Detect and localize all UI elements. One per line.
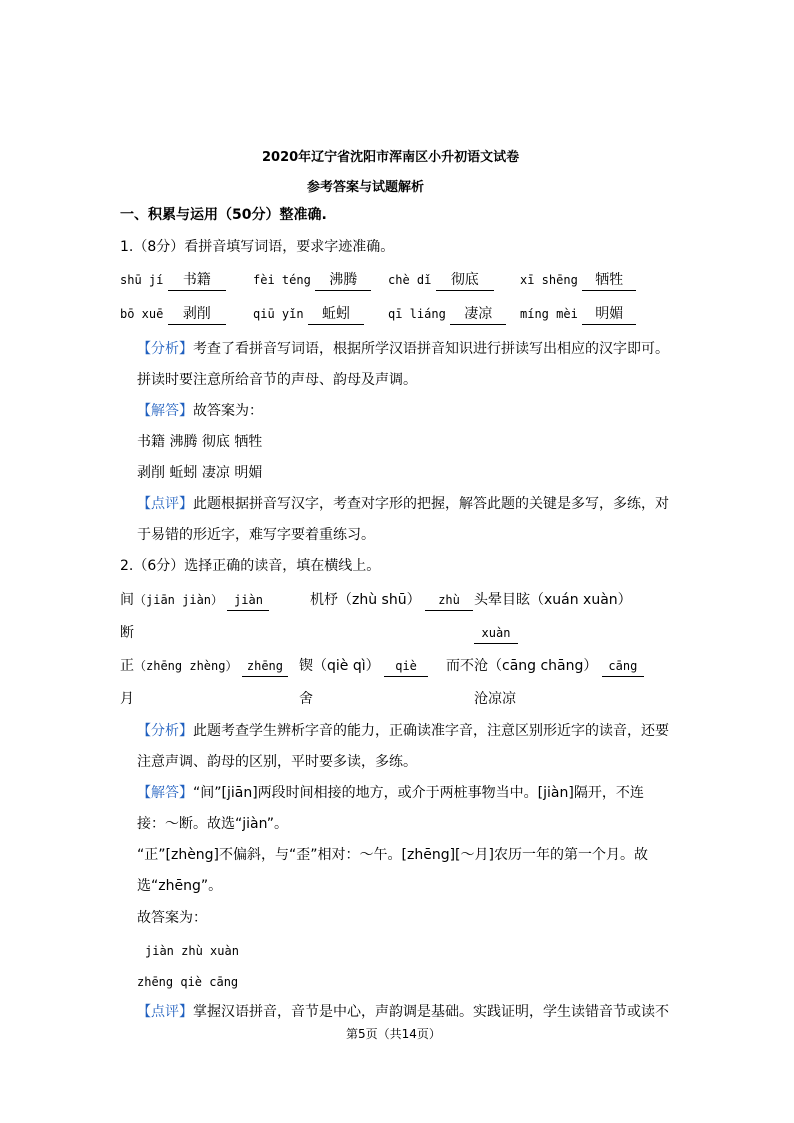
q2-answer-cont-1: 接：～断。故选“jiàn”。 [137,816,288,832]
q1-comment: 【点评】此题根据拼音写汉字，考查对字形的把握，解答此题的关键是多写，多练，对 [137,496,669,512]
answer-blank: zhēng [242,656,288,677]
q2-item-6-char: 沧凉凉 [474,691,516,707]
answer-blank: 明媚 [582,304,636,325]
answer-tag: 【解答】 [137,403,193,419]
question-1-stem: 1.（8分）看拼音填写词语，要求字迹准确。 [120,239,395,255]
q2-analysis: 【分析】此题考查学生辨析字音的能力，正确读准字音，注意区别形近字的读音，还要 [137,723,669,739]
q1-answer-line-1: 书籍 沸腾 彻底 牺牲 [137,434,263,450]
pinyin-item: xī shēng 牺牲 [520,270,636,291]
q2-answer: 【解答】“间”[jiān]两段时间相接的地方，或介于两桩事物当中。[jiàn]隔开，不连 [137,785,644,801]
q2-item-4: 正（zhēng zhèng） zhēng [120,656,288,677]
answer-blank: 剥削 [168,304,226,325]
answer-tag: 【解答】 [137,785,193,801]
answer-blank: 彻底 [436,270,494,291]
q2-answer-intro: 故答案为： [137,910,207,926]
q2-item-2: 机杼（zhù shū） zhù [310,590,473,611]
answer-blank: qiè [384,656,428,677]
analysis-tag: 【分析】 [137,341,193,357]
q2-item-3-answer [474,623,518,644]
q2-answer-cont-2: “正”[zhèng]不偏斜，与“歪”相对：～午。[zhēng][～月]农历一年的第一个月。故 [137,847,648,863]
answer-blank: 凄凉 [450,304,506,325]
analysis-tag: 【分析】 [137,723,193,739]
page-title: 2020年辽宁省沈阳市浑南区小升初语文试卷 [262,150,520,165]
comment-tag: 【点评】 [137,1004,193,1020]
question-2-stem: 2.（6分）选择正确的读音，填在横线上。 [120,558,381,574]
q2-item-6: 而不沧（cāng chāng） cāng [446,656,644,677]
answer-blank: 蚯蚓 [308,304,364,325]
q2-answer-line-1: jiàn zhù xuàn [145,944,239,958]
pinyin-item: qī liáng 凄凉 [388,304,506,325]
q1-answer-line-2: 剥削 蚯蚓 凄凉 明媚 [137,465,263,481]
answer-blank: cāng [602,656,644,677]
q2-analysis-cont: 注意声调、韵母的区别，平时要多读，多练。 [137,754,417,770]
pinyin-item: bō xuē 剥削 [120,304,226,325]
answer-blank: jiàn [227,590,269,611]
q2-item-3: 头晕目眩（xuán xuàn） [474,592,632,608]
q2-item-1-char: 断 [120,625,134,641]
q1-analysis-cont: 拼读时要注意所给音节的声母、韵母及声调。 [137,372,417,388]
q1-analysis: 【分析】考查了看拼音写词语，根据所学汉语拼音知识进行拼读写出相应的汉字即可。 [137,341,669,357]
page-number: 第5页（共14页） [346,1027,441,1041]
answer-blank: 沸腾 [315,270,371,291]
pinyin-item: chè dǐ 彻底 [388,270,494,291]
answer-blank: zhù [425,590,473,611]
q2-item-1: 间（jiān jiàn） jiàn [120,590,269,611]
answer-blank: 书籍 [168,270,226,291]
comment-tag: 【点评】 [137,496,193,512]
section-heading: 一、积累与运用（50分）整准确. [120,207,327,223]
q2-comment: 【点评】掌握汉语拼音，音节是中心，声韵调是基础。实践证明，学生读错音节或读不 [137,1004,669,1020]
pinyin-item: shū jí 书籍 [120,270,226,291]
q2-item-5: 锲（qiè qì） qiè [299,656,428,677]
q1-comment-cont: 于易错的形近字，难写字要着重练习。 [137,527,375,543]
answer-blank: xuàn [474,623,518,644]
pinyin-item: qiū yǐn 蚯蚓 [253,304,364,325]
q2-answer-line-2: zhēng qiè cāng [137,975,239,989]
pinyin-item: fèi téng 沸腾 [253,270,371,291]
page-subtitle: 参考答案与试题解析 [307,180,425,195]
q2-item-5-char: 舍 [299,691,313,707]
answer-blank: 牺牲 [582,270,636,291]
q2-answer-cont-3: 选“zhēng”。 [137,878,223,894]
q1-answer: 【解答】故答案为： [137,403,263,419]
pinyin-item: míng mèi 明媚 [520,304,636,325]
q2-item-4-char: 月 [120,691,134,707]
